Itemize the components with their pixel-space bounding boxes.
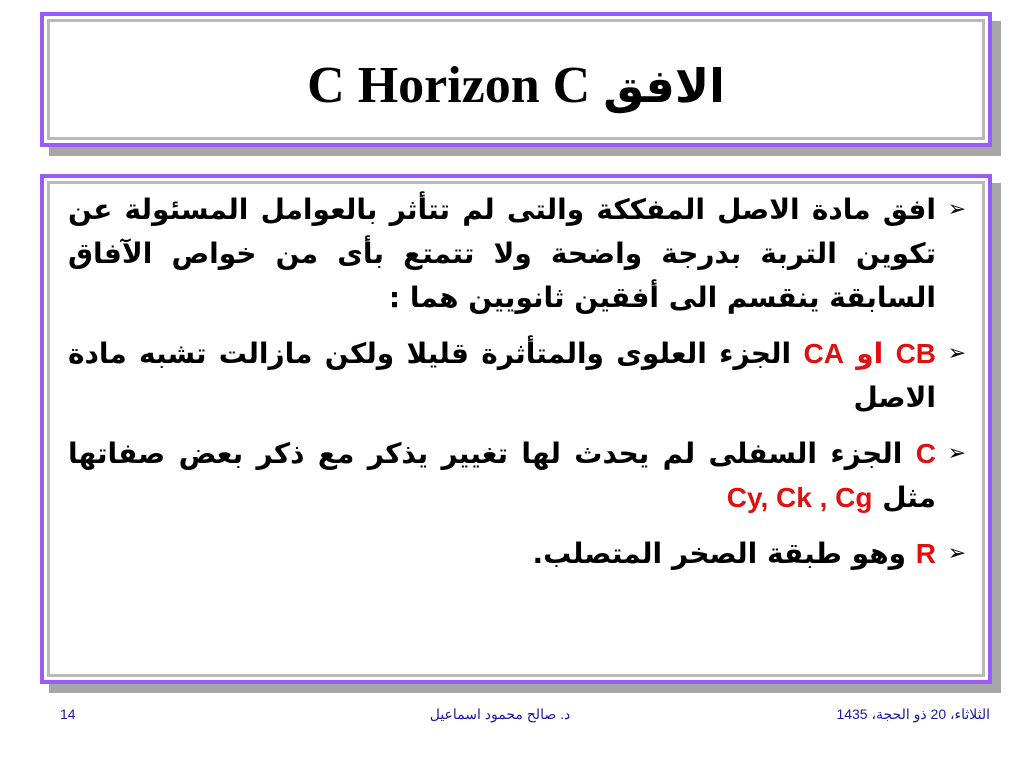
bullet-item-2 — [68, 332, 968, 420]
horizon-code-ca: CA — [803, 338, 844, 369]
title-latin: C Horizon C — [307, 57, 591, 114]
horizon-code-cb: CB — [895, 338, 937, 369]
arrow-bullet-icon: ➢ — [947, 341, 966, 366]
bullet-text: الجزء السفلى لم يحدث لها تغيير يذكر مع ذكر بعض صفاتها مثل — [68, 437, 936, 514]
horizon-subcodes: Cy, Ck , Cg — [726, 482, 873, 513]
horizon-code-c: C — [915, 438, 937, 469]
arrow-bullet-icon: ➢ — [947, 441, 966, 466]
bullet-item-1 — [68, 188, 968, 320]
bullet-text: افق مادة الاصل المفككة والتى لم تتأثر بالعوامل المسئولة عن تكوين التربة بدرجة واضحة ولا تتمتع بأى من خواص الآفاق السابقة ينقسم الى أفقين ثانويين هما : — [68, 193, 936, 314]
bullet-connector: او — [856, 337, 884, 370]
title-box — [40, 12, 992, 147]
footer-date: الثلاثاء، 20 ذو الحجة، 1435 — [836, 706, 990, 722]
horizon-code-r: R — [915, 538, 936, 569]
title-arabic: الافق — [603, 59, 725, 113]
bullet-text: وهو طبقة الصخر المتصلب. — [532, 537, 907, 570]
bullet-text: الجزء العلوى والمتأثرة قليلا ولكن مازالت تشبه مادة الاصل — [68, 337, 936, 414]
page-number: 14 — [60, 706, 76, 722]
content-box — [40, 174, 992, 684]
slide-title — [44, 57, 988, 114]
footer-author: د. صالح محمود اسماعيل — [429, 706, 571, 722]
arrow-bullet-icon: ➢ — [947, 197, 966, 222]
arrow-bullet-icon: ➢ — [947, 541, 966, 566]
bullet-list — [68, 188, 968, 588]
bullet-item-3 — [68, 432, 968, 520]
bullet-item-4 — [68, 532, 968, 576]
